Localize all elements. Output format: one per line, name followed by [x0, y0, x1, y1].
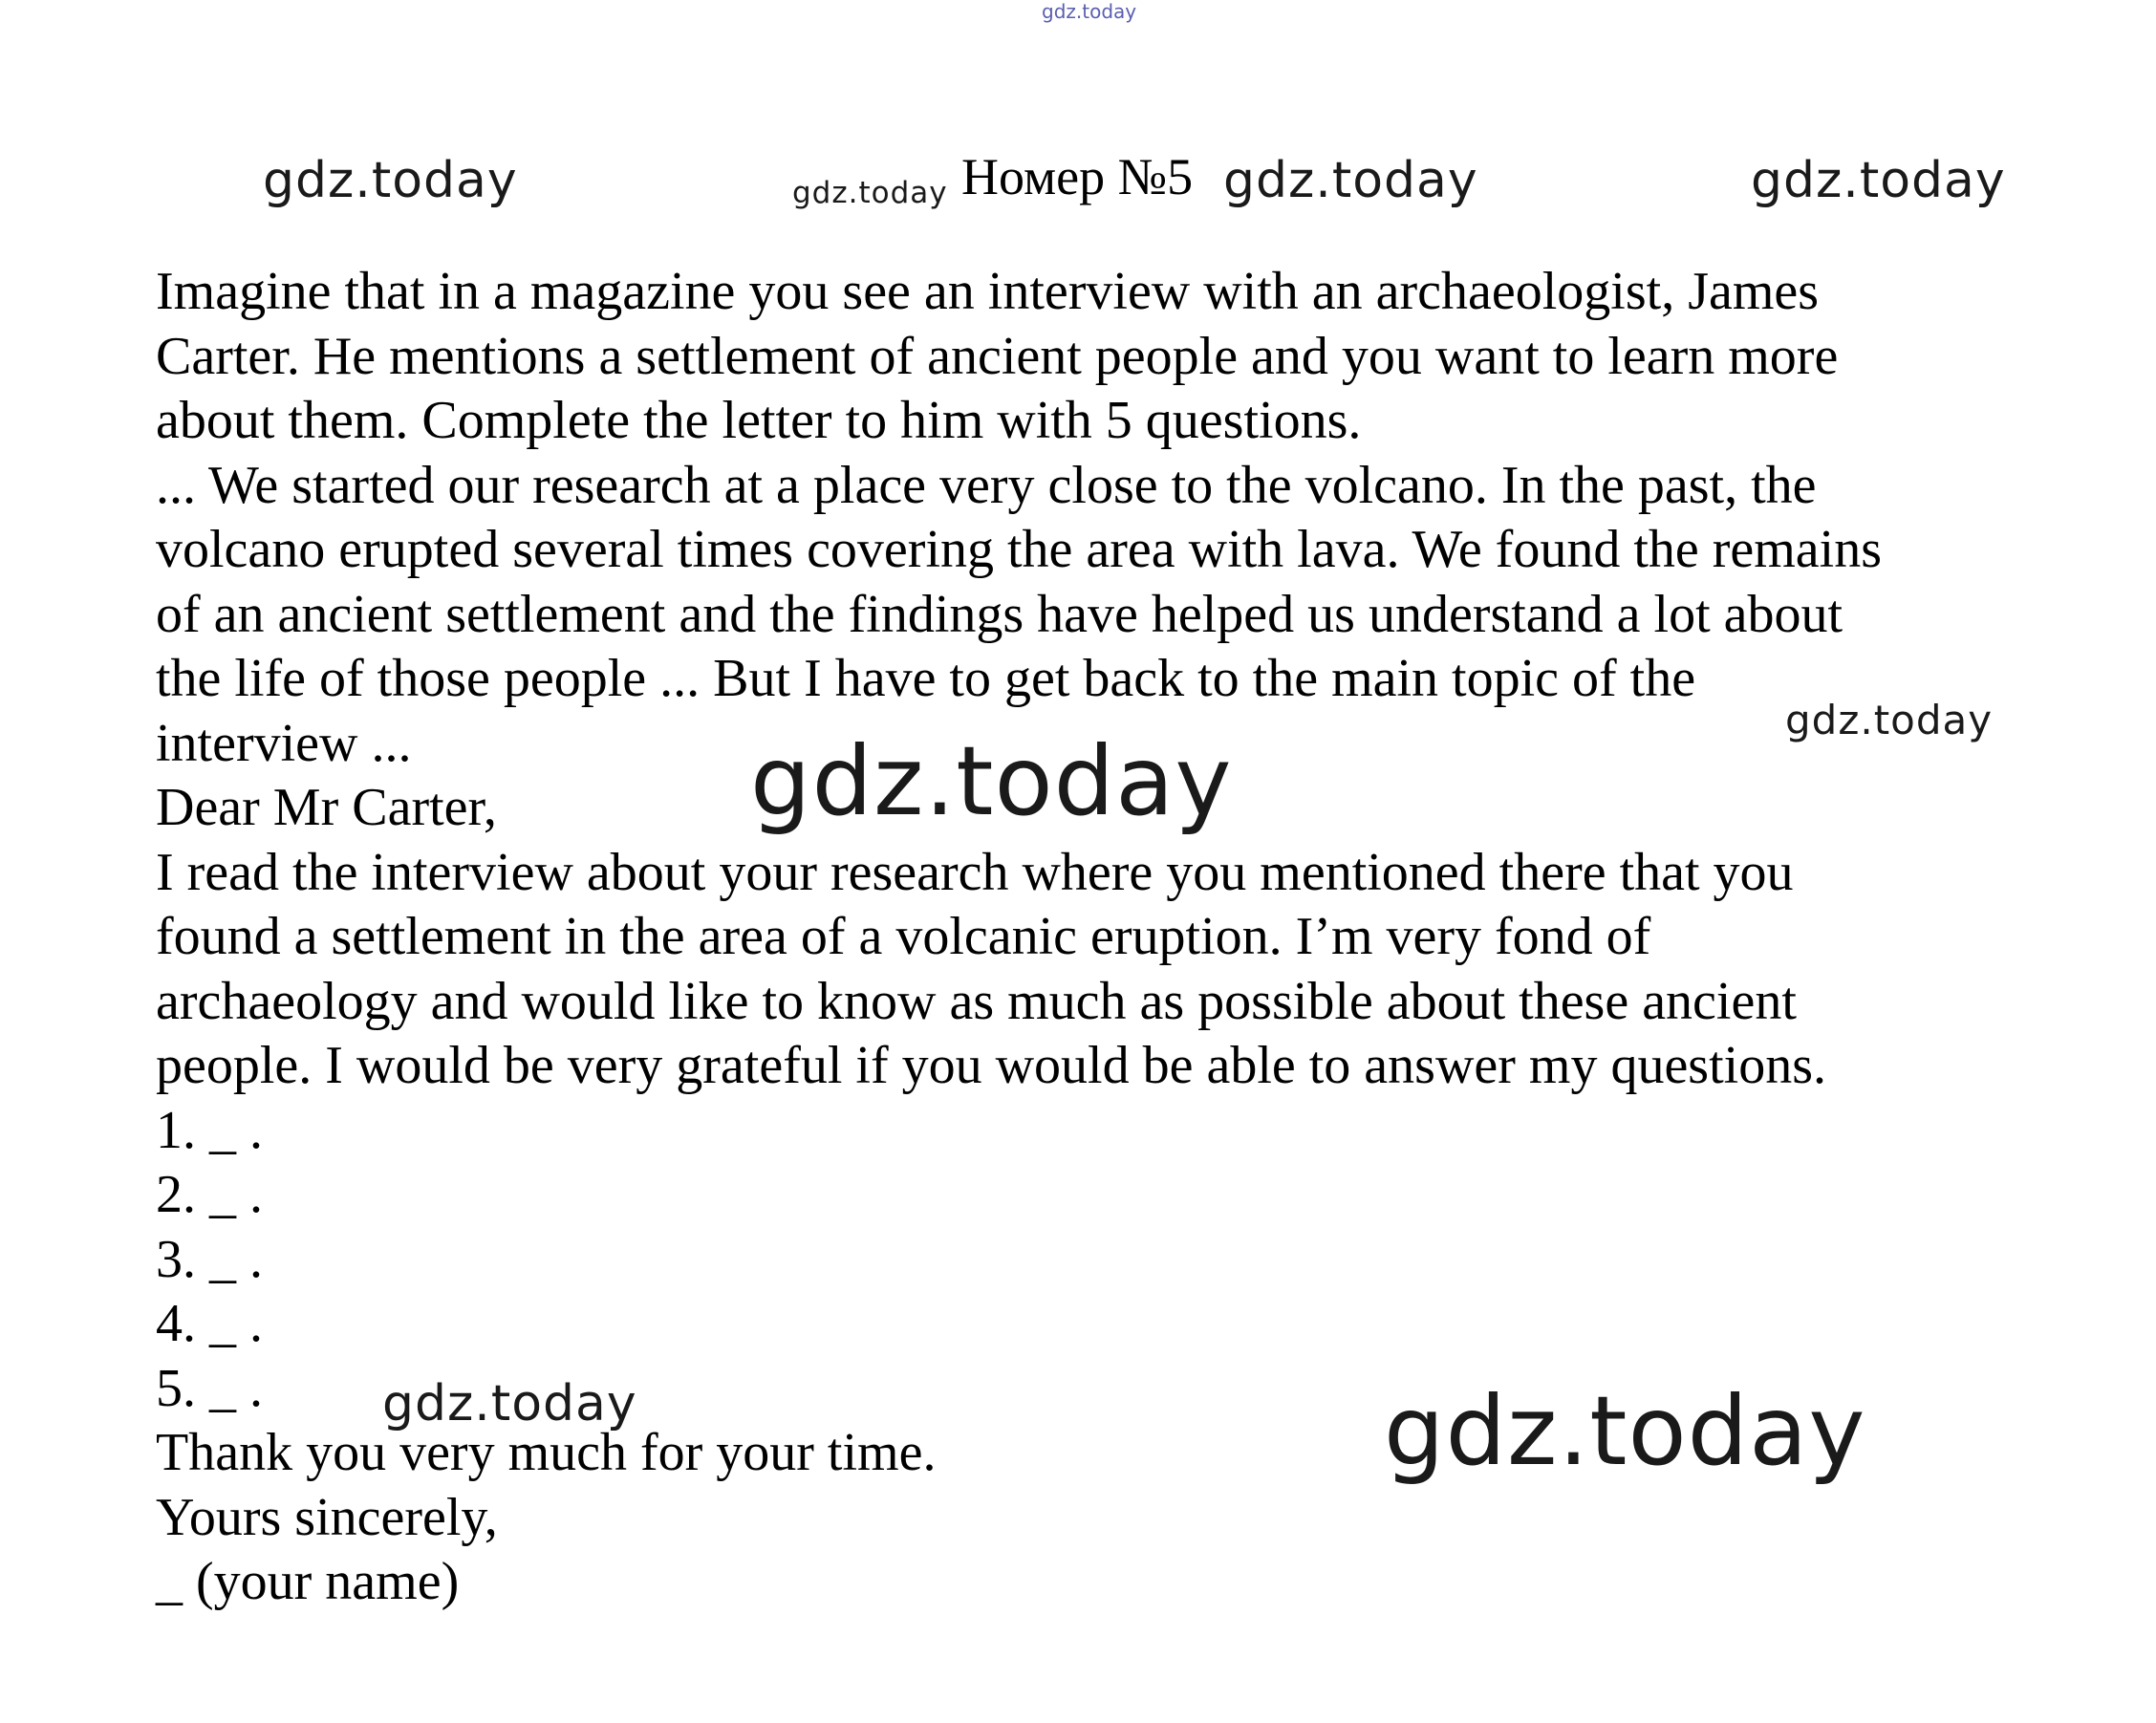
- watermark-top-center: gdz.today: [1042, 0, 1137, 23]
- question-item: 3. _ .: [156, 1229, 263, 1289]
- letter-signature: _ (your name): [156, 1552, 460, 1611]
- question-item: 5. _ .: [156, 1358, 263, 1418]
- letter-signoff: Yours sincerely,: [156, 1487, 498, 1547]
- watermark-header-middle: gdz.today: [1223, 152, 1478, 209]
- question-item: 2. _ .: [156, 1165, 263, 1224]
- text-line: Carter. He mentions a settlement of ancient people and you want to learn more: [156, 326, 1839, 386]
- text-line: volcano erupted several times covering the area with lava. We found the remains: [156, 520, 1882, 579]
- text-line: the life of those people ... But I have to get back to the main topic of the: [156, 649, 1696, 708]
- page-title: Номер №5: [961, 148, 1194, 205]
- question-item: 4. _ .: [156, 1294, 263, 1353]
- letter-closing: Thank you very much for your time.: [156, 1423, 937, 1482]
- letter-greeting: Dear Mr Carter,: [156, 778, 497, 837]
- text-line: interview ...: [156, 713, 412, 773]
- text-line: Imagine that in a magazine you see an interview with an archaeologist, James: [156, 262, 1820, 321]
- text-line: about them. Complete the letter to him with 5 questions.: [156, 391, 1362, 450]
- text-line: I read the interview about your research where you mentioned there that you: [156, 842, 1794, 902]
- watermark-header-left: gdz.today: [263, 152, 518, 209]
- watermark-right-small: gdz.today: [1785, 697, 1994, 743]
- watermark-bottom-right: gdz.today: [1384, 1375, 1866, 1487]
- text-line: people. I would be very grateful if you would be able to answer my questions.: [156, 1036, 1827, 1095]
- question-item: 1. _ .: [156, 1100, 263, 1160]
- text-line: found a settlement in the area of a volcanic eruption. I’m very fond of: [156, 907, 1651, 966]
- text-line: ... We started our research at a place very close to the volcano. In the past, the: [156, 455, 1817, 515]
- text-line: of an ancient settlement and the findings have helped us understand a lot about: [156, 584, 1843, 644]
- watermark-center-large: gdz.today: [750, 725, 1233, 837]
- watermark-bottom-left: gdz.today: [382, 1375, 637, 1432]
- watermark-header-small: gdz.today: [792, 176, 948, 210]
- text-line: archaeology and would like to know as much as possible about these ancient: [156, 971, 1797, 1031]
- watermark-header-right: gdz.today: [1751, 152, 2006, 209]
